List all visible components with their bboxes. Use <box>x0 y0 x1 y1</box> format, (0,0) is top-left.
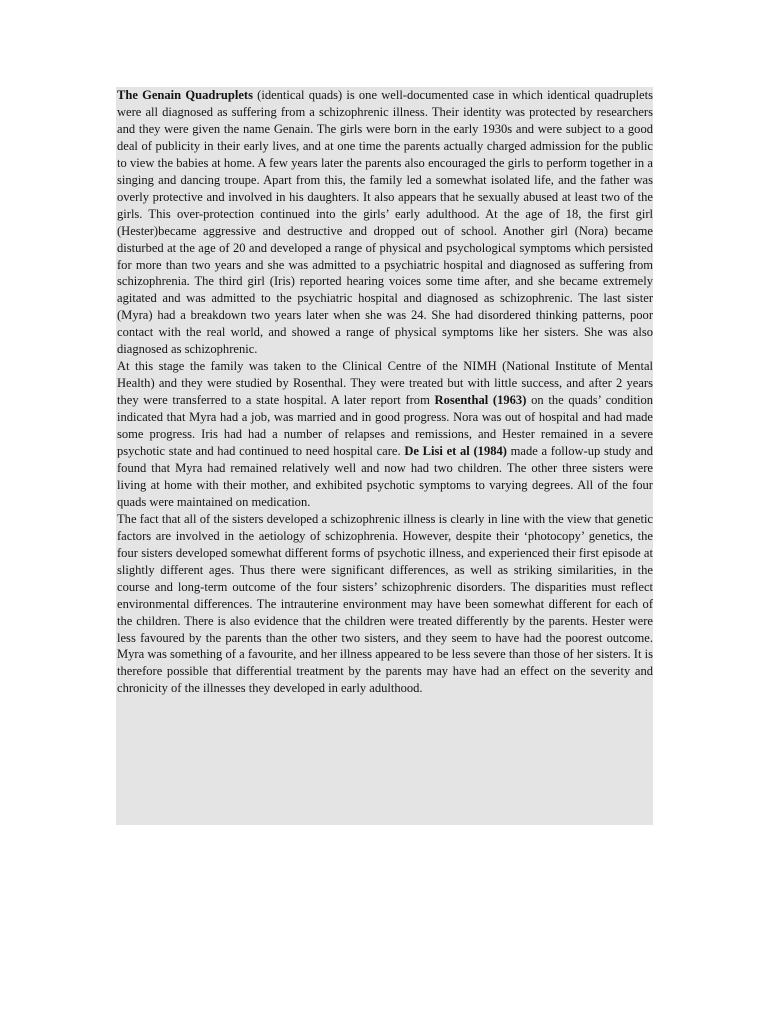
text-block <box>116 87 653 825</box>
paragraph-2-segment-3: on the quads’ condition indicated that Myra had a job, was married and in good progress. Nora was out of hospital and had made some progress. Iris had had a number of relapses and remissions, and Hester remained in a severe psychotic state and had continued to need hospital care. <box>117 393 653 459</box>
paragraph-2-segment-2: Rosenthal (1963) <box>434 393 527 408</box>
paragraph-1-segment-1: The Genain Quadruplets <box>117 88 253 102</box>
paragraph-3 <box>117 511 653 697</box>
paragraph-2-segment-1: At this stage the family was taken to the Clinical Centre of the NIMH (National Institute of Mental Health) and they were studied by Rosenthal. They were treated but with little success, and after 2 years they were transferred to a state hospital. A later report from <box>117 359 653 408</box>
paragraph-3-segment-1: The fact that all of the sisters developed a schizophrenic illness is clearly in line with the view that genetic factors are involved in the aetiology of schizophrenia. However, despite their ‘photocopy’ genetics, the four sisters developed somewhat different forms of psychotic illness, and experienced their first episode at slightly different ages. Thus there were significant differences, as well as striking similarities, in the course and long-term outcome of the four sisters’ schizophrenic disorders. The disparities must reflect environmental differences. The intrauterine environment may have been somewhat different for each of the children. There is also evidence that the children were treated differently by the parents. Hester were less favoured by the parents than the other two sisters, and they seem to have had the poorest outcome. Myra was something of a favourite, and her illness appeared to be less severe than those of her sisters. It is therefore possible that differential treatment by the parents may have had an effect on the severity and chronicity of the illnesses they developed in early adulthood. <box>117 511 653 696</box>
paragraph-1-segment-2: (identical quads) is one well-documented case in which identical quadruplets were all diagnosed as suffering from a schizophrenic illness. Their identity was protected by researchers and they were given the name Genain. The girls were born in the early 1930s and were subject to a good deal of publicity in their early lives, and at one time the parents actually charged admission for the public to view the babies at home. A few years later the parents also encouraged the girls to perform together in a singing and dancing troupe. Apart from this, the family led a somewhat isolated life, and the father was overly protective and involved in his daughters. It also appears that he sexually abused at least two of the girls. This over-protection continued into the girls’ early adulthood. At the age of 18, the first girl (Hester)became aggressive and destructive and dropped out of school. Another girl (Nora) became disturbed at the age of 20 and developed a range of physical and psychological symptoms which persisted for more than two years and she was admitted to a psychiatric hospital and diagnosed as suffering from schizophrenia. The third girl (Iris) reported hearing voices some time after, and she became extremely agitated and was admitted to the psychiatric hospital and diagnosed as schizophrenic. The last sister (Myra) had a breakdown two years later when she was 24. She had disordered thinking patterns, poor contact with the real world, and showed a range of physical symptoms like her sisters. She was also diagnosed as schizophrenic. <box>117 88 653 357</box>
paragraph-2-segment-5: made a follow-up study and found that Myra had remained relatively well and now had two children. The other three sisters were living at home with their mother, and exhibited psychotic symptoms to varying degrees. All of the four quads were maintained on medication. <box>117 444 653 509</box>
paragraph-2-segment-4: De Lisi et al (1984) <box>404 444 507 459</box>
paragraph-1 <box>117 87 653 358</box>
paragraph-2 <box>117 358 653 511</box>
